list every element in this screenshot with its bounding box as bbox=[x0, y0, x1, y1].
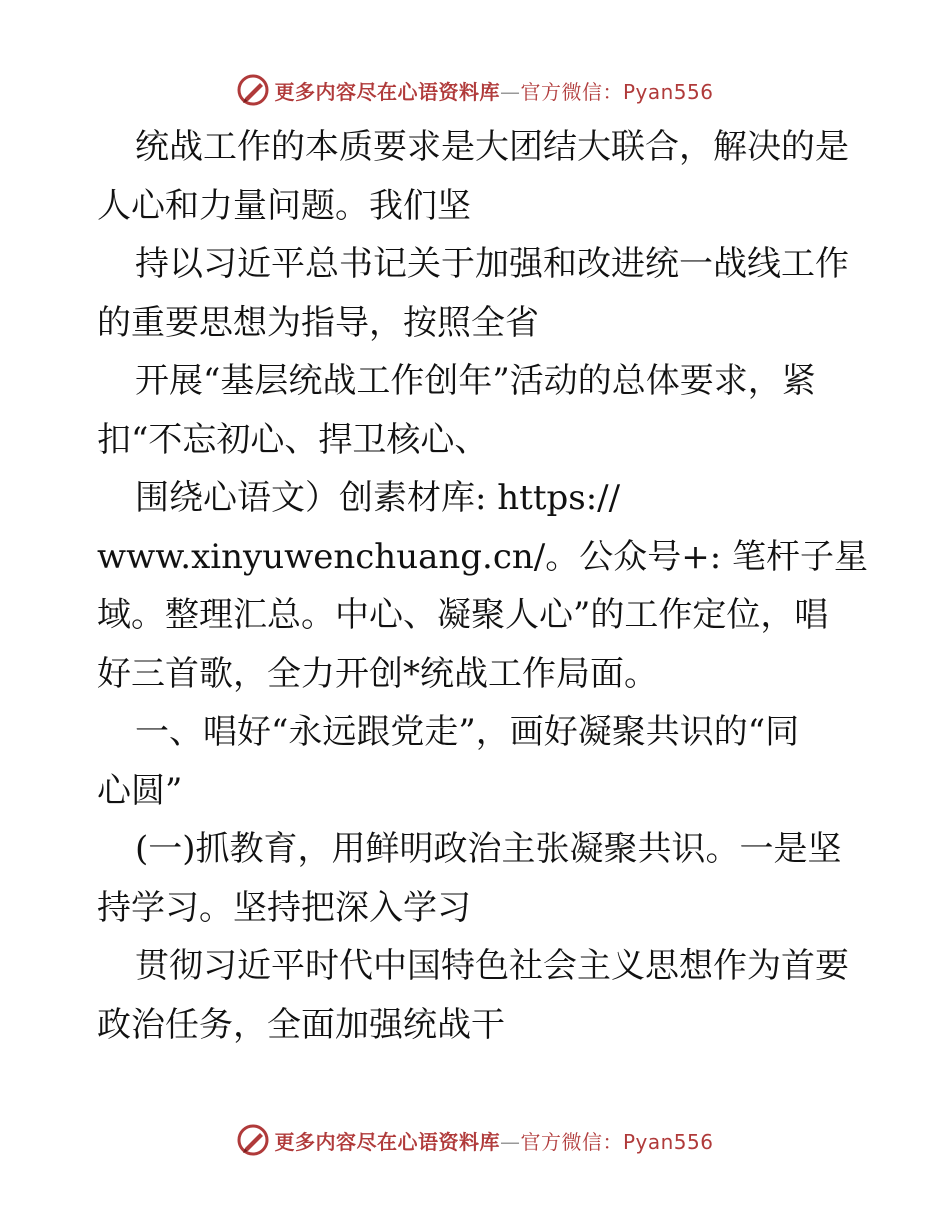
text-line: 心圆” bbox=[97, 770, 183, 811]
banner-brand: 更多内容尽在心语资料库 bbox=[274, 1129, 500, 1154]
pen-logo-icon bbox=[236, 73, 270, 107]
text-line: www.xinyuwenchuang.cn/。公众号+: 笔杆子星 bbox=[97, 536, 868, 577]
text-line: 围绕心语文）创素材库: https:// bbox=[135, 478, 621, 518]
document-body bbox=[97, 118, 868, 1054]
text-line: 人心和力量问题。我们坚 bbox=[97, 185, 471, 226]
banner-brand: 更多内容尽在心语资料库 bbox=[274, 79, 500, 104]
banner-text bbox=[274, 1126, 713, 1155]
banner-wechat: 官方微信：Pyan556 bbox=[520, 1129, 714, 1154]
text-line: 统战工作的本质要求是大团结大联合，解决的是 bbox=[135, 127, 849, 167]
banner-separator: — bbox=[499, 1129, 521, 1154]
footer-banner bbox=[0, 1120, 950, 1160]
text-line: 好三首歌，全力开创*统战工作局面。 bbox=[97, 653, 658, 694]
text-line: 贯彻习近平时代中国特色社会主义思想作为首要 bbox=[135, 946, 849, 986]
section-heading: 一、唱好“永远跟党走”，画好凝聚共识的“同 bbox=[135, 712, 800, 752]
text-line: 持以习近平总书记关于加强和改进统一战线工作 bbox=[135, 244, 849, 284]
banner-separator: — bbox=[499, 79, 521, 104]
text-line: 域。整理汇总。中心、凝聚人心”的工作定位，唱 bbox=[97, 595, 829, 635]
pen-logo-icon bbox=[236, 1123, 270, 1157]
banner-wechat: 官方微信：Pyan556 bbox=[520, 79, 714, 104]
text-line: 政治任务，全面加强统战干 bbox=[97, 1004, 505, 1045]
subsection-heading: (一)抓教育，用鲜明政治主张凝聚共识。一是坚 bbox=[135, 829, 842, 869]
text-line: 的重要思想为指导，按照全省 bbox=[97, 302, 539, 343]
header-banner bbox=[0, 70, 950, 110]
text-line: 开展“基层统战工作创年”活动的总体要求，紧 bbox=[135, 361, 816, 401]
banner-text bbox=[274, 76, 713, 105]
text-line: 持学习。坚持把深入学习 bbox=[97, 887, 471, 928]
text-line: 扣“不忘初心、捍卫核心、 bbox=[97, 419, 489, 460]
